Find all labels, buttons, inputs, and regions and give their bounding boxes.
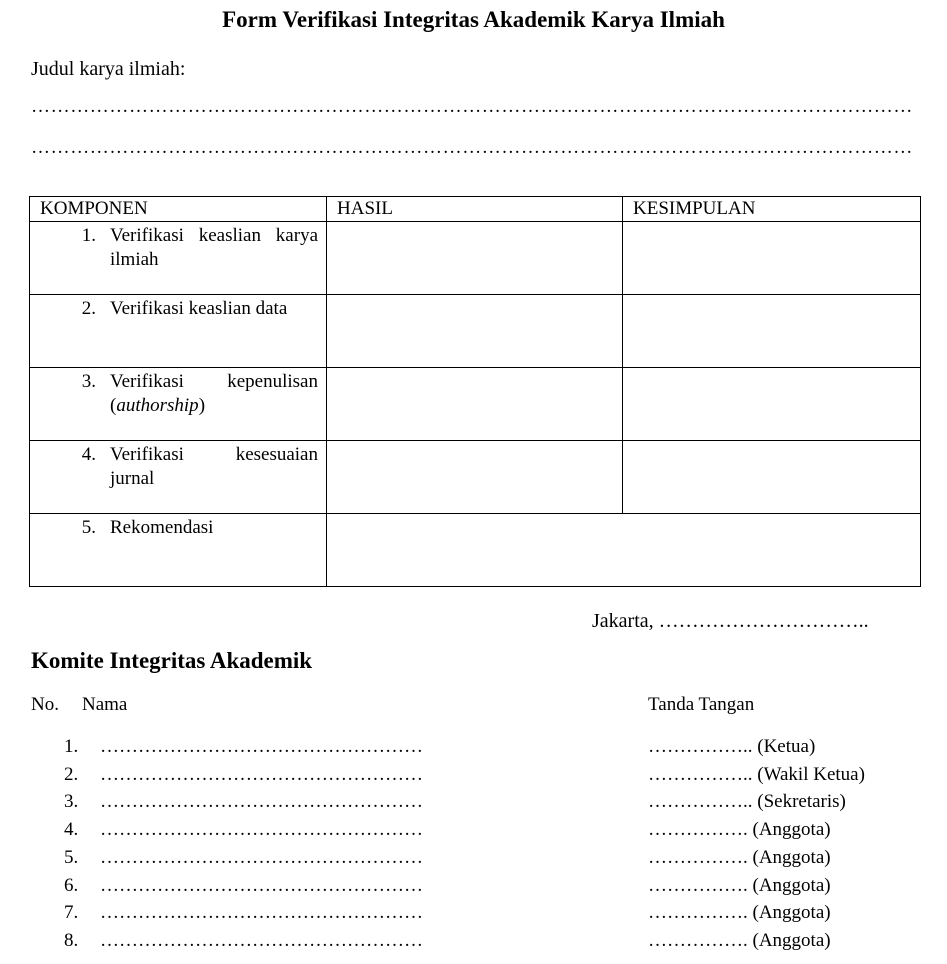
member-number: 4. xyxy=(64,819,79,840)
member-number: 6. xyxy=(64,875,79,896)
member-signature-field[interactable]: ……………. (Anggota) xyxy=(648,930,831,951)
table-row xyxy=(30,222,921,295)
komponen-cell xyxy=(30,441,327,514)
member-number: 5. xyxy=(64,847,79,868)
member-signature-field[interactable]: …………….. (Ketua) xyxy=(648,736,816,757)
hasil-cell[interactable] xyxy=(327,441,623,514)
kesimpulan-cell[interactable] xyxy=(623,368,921,441)
table-row xyxy=(30,514,921,587)
hasil-cell[interactable] xyxy=(327,368,623,441)
table-row xyxy=(30,368,921,441)
header-hasil: HASIL xyxy=(327,197,623,222)
member-signature-field[interactable]: ……………. (Anggota) xyxy=(648,847,831,868)
verification-table xyxy=(29,196,921,587)
header-komponen: KOMPONEN xyxy=(30,197,327,222)
member-signature-field[interactable]: …………….. (Wakil Ketua) xyxy=(648,764,865,785)
member-name-field[interactable]: …………………………………………… xyxy=(100,791,423,812)
table-header-row xyxy=(30,197,921,222)
komponen-text: Verifikasi keaslian karya ilmiah xyxy=(110,225,318,270)
member-name-field[interactable]: …………………………………………… xyxy=(100,819,423,840)
committee-member-row xyxy=(0,736,947,764)
hasil-cell[interactable] xyxy=(327,222,623,295)
committee-member-row xyxy=(0,764,947,792)
row-number: 2. xyxy=(81,298,96,319)
member-signature-field[interactable]: ……………. (Anggota) xyxy=(648,902,831,923)
row-number: 3. xyxy=(81,371,96,392)
member-number: 3. xyxy=(64,791,79,812)
member-number: 2. xyxy=(64,764,79,785)
place-date-line[interactable]: Jakarta, ………………………….. xyxy=(592,610,869,632)
member-number: 8. xyxy=(64,930,79,951)
kesimpulan-cell[interactable] xyxy=(623,295,921,368)
column-header-tanda-tangan: Tanda Tangan xyxy=(648,694,755,715)
row-number: 1. xyxy=(81,225,96,246)
hasil-cell[interactable] xyxy=(327,295,623,368)
member-name-field[interactable]: …………………………………………… xyxy=(100,902,423,923)
komponen-text: Verifikasi keaslian data xyxy=(110,298,288,319)
member-name-field[interactable]: …………………………………………… xyxy=(100,764,423,785)
committee-title: Komite Integritas Akademik xyxy=(31,648,313,673)
member-signature-field[interactable]: …………….. (Sekretaris) xyxy=(648,791,846,812)
member-name-field[interactable]: …………………………………………… xyxy=(100,847,423,868)
judul-fill-line-1[interactable]: ……………………………………………………………………………………………………………………… xyxy=(31,96,913,117)
komponen-cell xyxy=(30,295,327,368)
rekomendasi-cell[interactable] xyxy=(327,514,921,587)
table-row xyxy=(30,295,921,368)
column-header-nama: Nama xyxy=(82,694,128,715)
komponen-text: Verifikasi kesesuaian jurnal xyxy=(110,444,318,489)
member-signature-field[interactable]: ……………. (Anggota) xyxy=(648,819,831,840)
judul-fill-line-2[interactable]: ……………………………………………………………………………………………………………………… xyxy=(31,137,913,158)
member-name-field[interactable]: …………………………………………… xyxy=(100,930,423,951)
committee-member-row xyxy=(0,847,947,875)
committee-member-row xyxy=(0,791,947,819)
committee-member-row xyxy=(0,930,947,958)
row-number: 5. xyxy=(81,517,96,538)
komponen-cell xyxy=(30,514,327,587)
table-row xyxy=(30,441,921,514)
header-kesimpulan: KESIMPULAN xyxy=(623,197,921,222)
form-title: Form Verifikasi Integritas Akademik Karya Ilmiah xyxy=(222,7,725,32)
authorship-italic: authorship xyxy=(116,395,199,416)
komponen-text-post: ) xyxy=(198,395,206,416)
committee-member-row xyxy=(0,875,947,903)
member-number: 1. xyxy=(64,736,79,757)
committee-member-row xyxy=(0,902,947,930)
committee-member-row xyxy=(0,819,947,847)
komponen-text-pre: Verifikasi kepenulisan ( xyxy=(110,371,318,416)
kesimpulan-cell[interactable] xyxy=(623,222,921,295)
kesimpulan-cell[interactable] xyxy=(623,441,921,514)
komponen-cell xyxy=(30,368,327,441)
komponen-text: Rekomendasi xyxy=(110,517,214,538)
column-header-no: No. xyxy=(31,694,59,715)
member-signature-field[interactable]: ……………. (Anggota) xyxy=(648,875,831,896)
member-name-field[interactable]: …………………………………………… xyxy=(100,875,423,896)
judul-karya-label: Judul karya ilmiah: xyxy=(31,58,186,80)
komponen-cell xyxy=(30,222,327,295)
komponen-text xyxy=(110,370,318,418)
member-number: 7. xyxy=(64,902,79,923)
row-number: 4. xyxy=(81,444,96,465)
member-name-field[interactable]: …………………………………………… xyxy=(100,736,423,757)
